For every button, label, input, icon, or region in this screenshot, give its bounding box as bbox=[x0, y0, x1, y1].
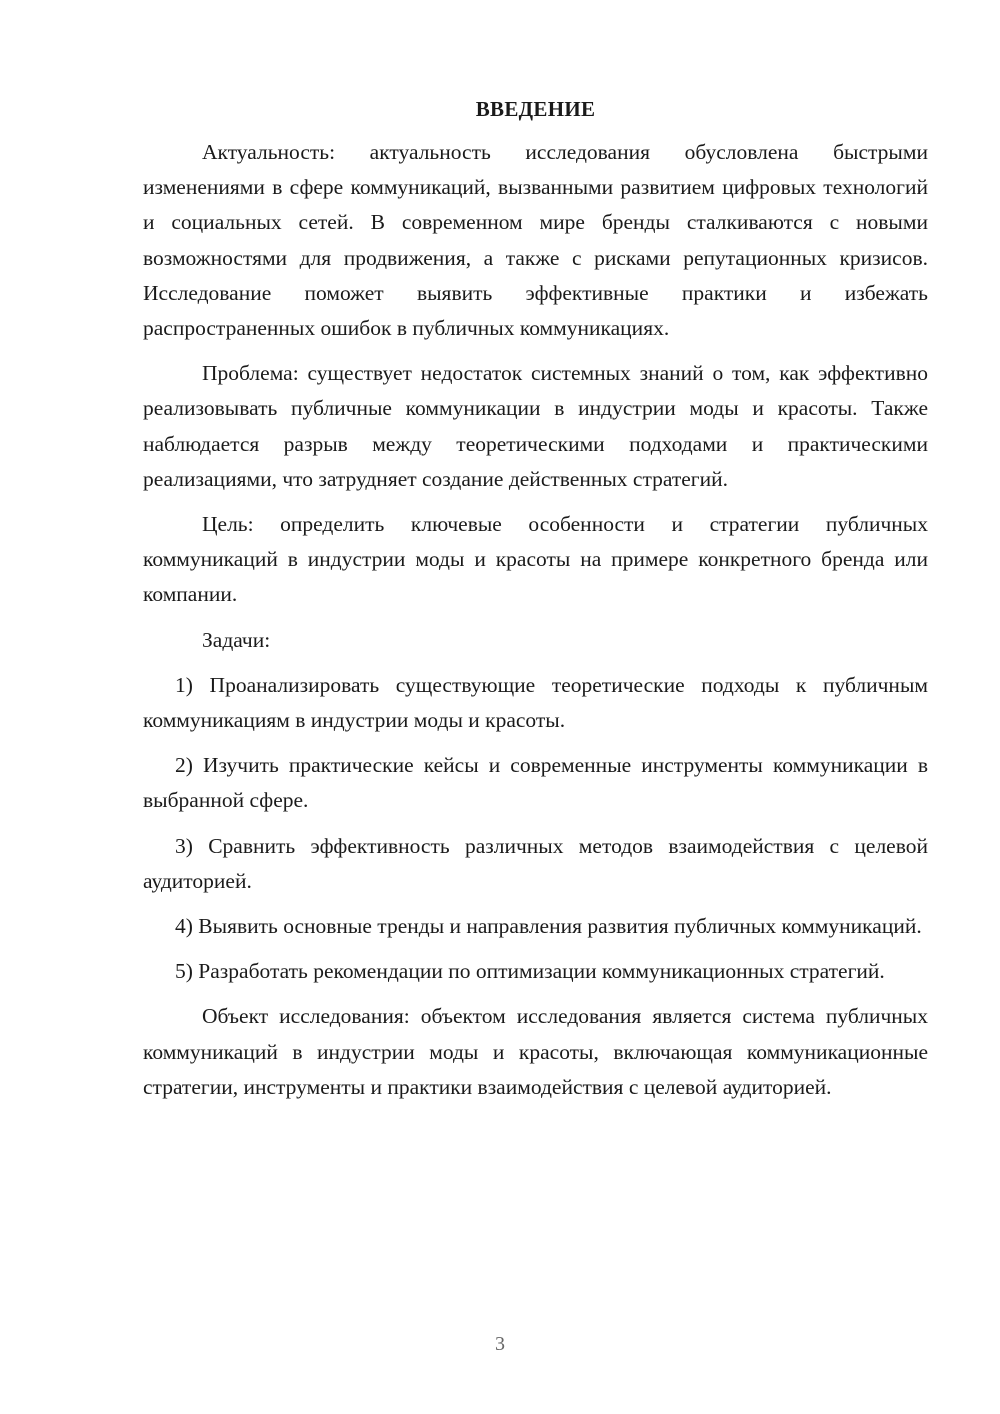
list-item: 4) Выявить основные тренды и направления развития публичных коммуникаций. bbox=[175, 914, 922, 939]
list-item: 5) Разработать рекомендации по оптимизации коммуникационных стратегий. bbox=[175, 959, 885, 984]
list-item: 3) Сравнить эффективность различных методов взаимодействия с целевой аудиторией. bbox=[143, 833, 928, 893]
problem-paragraph: Проблема: существует недостаток системных знаний о том, как эффективно реализовывать публичные коммуникации в индустрии моды и красоты. Также наблюдается разрыв между теоретическими подходами и практическими реализациями, что затрудняет создание действенных стратегий. bbox=[143, 361, 928, 491]
goal-paragraph: Цель: определить ключевые особенности и стратегии публичных коммуникаций в индустрии моды и красоты на примере конкретного бренда или компании. bbox=[143, 512, 928, 607]
tasks-label: Задачи: bbox=[202, 627, 271, 652]
page-number: 3 bbox=[495, 1333, 505, 1355]
relevance-paragraph: Актуальность: актуальность исследования обусловлена быстрыми изменениями в сфере коммуникаций, вызванными развитием цифровых технологий и социальных сетей. В современном мире бренды сталкиваются с новыми возможностями для продвижения, а также с рисками репутационных кризисов. Исследование поможет выявить эффективные практики и избежать распространенных ошибок в публичных коммуникациях. bbox=[143, 140, 928, 341]
tasks-list bbox=[143, 668, 928, 990]
list-item: 1) Проанализировать существующие теоретические подходы к публичным коммуникациям в индустрии моды и красоты. bbox=[143, 672, 928, 733]
object-paragraph: Объект исследования: объектом исследования является система публичных коммуникаций в индустрии моды и красоты, включающая коммуникационные стратегии, инструменты и практики взаимодействия с целевой аудиторией. bbox=[143, 1004, 928, 1099]
list-item: 2) Изучить практические кейсы и современные инструменты коммуникации в выбранной сфере. bbox=[143, 753, 928, 813]
page-title: ВВЕДЕНИЕ bbox=[475, 97, 596, 121]
document-page bbox=[143, 92, 928, 1115]
